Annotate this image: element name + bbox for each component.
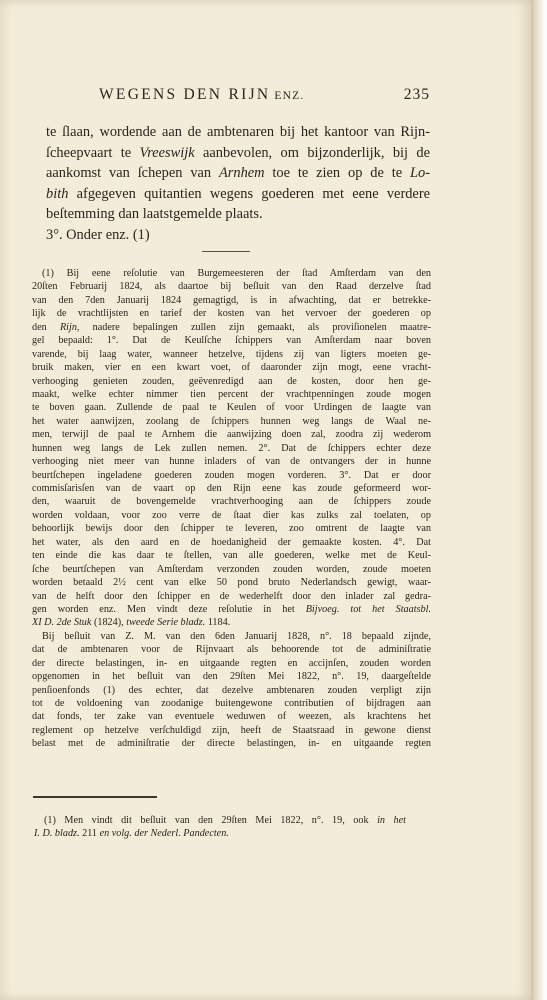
- note-line: gel bepaald: 1°. Dat de Keulſche ſchippers van Amſterdam naar boven: [32, 335, 431, 347]
- text-line: beſtemming dan laatstgemelde plaats.: [46, 206, 263, 222]
- note-line: verhooging genieten zouden, geëvenredigd aan de kosten, door hen ge-: [32, 375, 431, 387]
- text-line: aankomst van ſchepen van Arnhem toe te zien op de te Lo-: [46, 165, 430, 181]
- note-line: het water, als den aard en de hoedanigheid der gemaakte kosten. 4°. Dat: [32, 536, 431, 548]
- note-line: het water aanwijzen, zoolang de ſchippers hunnen weg langs de Waal ne-: [32, 415, 431, 427]
- header-title-text: WEGENS DEN RIJN: [99, 86, 271, 103]
- note-line: den, waaruit de bovengemelde vrachtverhooging aan de ſchippers zoude: [32, 496, 431, 508]
- footnote-separator-rule: [33, 796, 157, 798]
- note-line: tot de voldoening van zoodanige buitengewone contributien of bijdragen aan: [32, 698, 431, 709]
- note-line: van de helft door den ſchipper en de wederhelft door den inlader zal gedra-: [32, 590, 431, 602]
- note-line: ſche beurtſchepen van Amſterdam verzonden zouden worden, zoude moeten: [32, 563, 431, 575]
- text-line: bith afgegeven quitantien wegens goederen met eene verdere: [46, 185, 430, 202]
- note-line: reglement op hetzelve verſchuldigd zijn, heeft de Staatsraad in gewone dienst: [32, 724, 431, 736]
- note-line: te boven gaan. Zullende de paal te Keulen of voor Urdingen de laagte van: [32, 402, 431, 414]
- note-line: men, terwijl de paal te Arnhem die aanwijzing doen zal, zoodra zij wederom: [32, 429, 431, 441]
- note-line: commisſarisſen van de vaart op den Rijn eene kas zoude geformeerd wor-: [32, 483, 431, 494]
- running-header: [99, 86, 430, 110]
- note-line: verhooging niet meer van hunne inladers of van de ontvangers der in hunne: [32, 456, 431, 468]
- page-edge: [531, 0, 547, 1000]
- note-line: varende, bij laag water, wanneer hetzelve, tijdens zij van ligters moeten ge-: [32, 348, 431, 360]
- note-line: hunnen weg langs de Lek zullen nemen. 2°. Dat de ſchippers echter deze: [32, 442, 431, 454]
- note-line: 20ſten Februarij 1824, als daartoe bij beſluit van den Raad derzelve ſtad: [32, 281, 431, 293]
- annotation-block: [32, 267, 431, 751]
- header-title-suffix: ENZ.: [274, 90, 305, 102]
- note-line: den Rijn, nadere bepalingen zullen zijn gemaakt, als proviſionelen maatre-: [32, 321, 431, 333]
- note-line: beurtſchepen ingeladene goederen zouden mogen vorderen. 3°. Dat er door: [32, 469, 431, 481]
- note-line: gen worden enz. Men vindt deze reſolutie in het Bijvoeg. tot het Staatsbl.: [32, 603, 431, 615]
- note-line: ten einde die kas daar te ſtellen, van alle goederen, welke met de Keul-: [32, 550, 431, 562]
- note-line: XI D. 2de Stuk (1824), tweede Serie bladz. 1184.: [32, 617, 231, 629]
- header-title: [99, 86, 304, 104]
- text-line: ſcheepvaart te Vreeswijk aanbevolen, om bijzonderlijk, bij de: [46, 144, 430, 161]
- main-text: [46, 122, 430, 245]
- note-line: dat de ambtenaren voor de Rijnvaart als behoorende tot de adminiſtratie: [32, 644, 431, 656]
- footnote-line: (1) Men vindt dit beſluit van den 29ſten Mei 1822, n°. 19, ook in het: [44, 815, 406, 826]
- note-line: opgenomen in het beſluit van den 29ſten Mei 1822, n°. 19, daargeſtelde: [32, 671, 431, 683]
- note-line: maakt, welke echter nimmer tien percent der vrachtpenningen zoude mogen: [32, 388, 431, 400]
- page-number: 235: [403, 86, 430, 103]
- footnote-line: I. D. bladz. 211 en volg. der Nederl. Pandecten.: [34, 828, 229, 840]
- note-line: Bij beſluit van Z. M. van den 6den Januarij 1828, n°. 18 bepaald zijnde,: [42, 630, 431, 642]
- note-line: belast met de adminiſtratie der directe belastingen, in- en uitgaande regten: [32, 738, 431, 750]
- note-line: (1) Bij eene reſolutie van Burgemeesteren der ſtad Amſterdam van den: [42, 268, 431, 279]
- note-line: van den 7den Januarij 1824 gemagtigd, is in afwachting, dat er betrekke-: [32, 294, 431, 306]
- note-line: bruik maken, vier en een kwart voet, of daaronder zijn mogt, eene vracht-: [32, 362, 431, 374]
- short-separator-rule: [202, 251, 250, 252]
- text-line: 3°. Onder enz. (1): [46, 226, 150, 243]
- footnote: [34, 814, 406, 841]
- note-line: dat fonds, ter zake van eventuele weduwen of weezen, als krachtens het: [32, 711, 431, 723]
- text-line: te ſlaan, wordende aan de ambtenaren bij het kantoor van Rijn-: [46, 124, 430, 140]
- note-line: penſioenfonds (1) des echter, dat dezelve ambtenaren zouden verpligt zijn: [32, 684, 431, 696]
- note-line: worden betaald 2½ cent van elke 50 pond bruto Nederlandsch gewigt, waar-: [32, 577, 431, 589]
- note-line: behoorlijk bewijs door den ſchipper te leveren, zoo omtrent de laagte van: [32, 523, 431, 535]
- note-line: lijk de vrachtlijsten en tarief der kosten van het vervoer der goederen op: [32, 308, 431, 320]
- note-line: worden voldaan, voor zoo verre de ſtaat dier kas zulks zal toelaten, op: [32, 509, 431, 521]
- note-line: der directe belastingen, in- en uitgaande regten en accijnſen, zouden worden: [32, 657, 431, 669]
